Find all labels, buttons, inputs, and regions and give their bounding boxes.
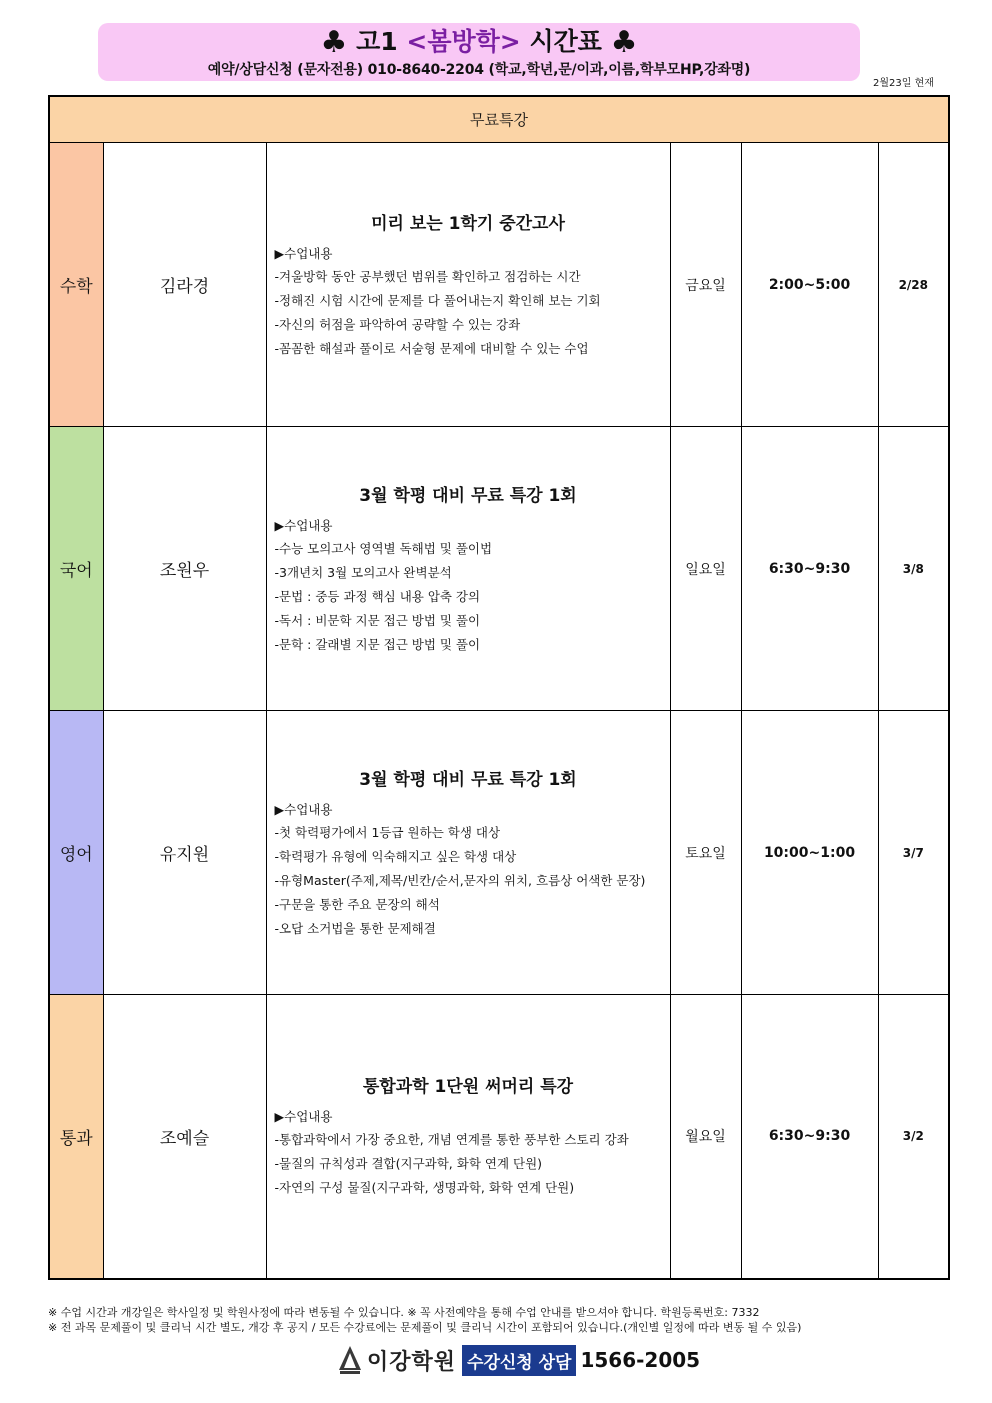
time-cell: 2:00~5:00 bbox=[741, 143, 878, 427]
teacher-cell: 조예슬 bbox=[103, 995, 266, 1279]
course-detail-line: -자연의 구성 물질(지구과학, 생명과학, 화학 연계 단원) bbox=[274, 1180, 575, 1196]
day-cell: 일요일 bbox=[670, 427, 741, 711]
subject-cell: 통과 bbox=[49, 995, 103, 1279]
title-grade: 고1 bbox=[356, 27, 407, 56]
teacher-cell: 조원우 bbox=[103, 427, 266, 711]
course-detail-line: -첫 학력평가에서 1등급 원하는 학생 대상 bbox=[274, 824, 501, 840]
table-heading: 무료특강 bbox=[49, 96, 949, 143]
academy-phone: 1566-2005 bbox=[580, 1348, 701, 1372]
course-title: 통합과학 1단원 써머리 특강 bbox=[362, 1077, 574, 1098]
course-section-label: ▶수업내용 bbox=[274, 245, 333, 261]
course-content-cell bbox=[266, 995, 670, 1279]
time-cell: 6:30~9:30 bbox=[741, 427, 878, 711]
course-detail-line: -유형Master(주제,제목/빈칸/순서,문자의 위치, 흐름상 어색한 문장) bbox=[274, 872, 646, 888]
course-detail-line: -수능 모의고사 영역별 독해법 및 풀이법 bbox=[274, 540, 493, 556]
time-cell: 10:00~1:00 bbox=[741, 711, 878, 995]
course-title: 미리 보는 1학기 중간고사 bbox=[371, 213, 565, 234]
day-cell: 금요일 bbox=[670, 143, 741, 427]
subject-cell: 국어 bbox=[49, 427, 103, 711]
course-detail-line: -오답 소거법을 통한 문제해결 bbox=[274, 920, 436, 936]
course-detail-line: -학력평가 유형에 익숙해지고 싶은 학생 대상 bbox=[274, 848, 517, 864]
start-date-cell: 3/2 bbox=[878, 995, 949, 1279]
as-of-date: 2월23일 현재 bbox=[873, 78, 934, 89]
teacher-cell: 김라경 bbox=[103, 143, 266, 427]
academy-logo bbox=[337, 1342, 700, 1378]
page-title bbox=[98, 27, 860, 58]
club-icon: ♣ bbox=[320, 25, 348, 60]
course-detail-line: -자신의 허점을 파악하여 공략할 수 있는 강좌 bbox=[274, 316, 521, 332]
club-icon: ♣ bbox=[610, 25, 638, 60]
course-detail-line: -구문을 통한 주요 문장의 해석 bbox=[274, 896, 440, 912]
teacher-cell: 유지원 bbox=[103, 711, 266, 995]
start-date-cell: 3/7 bbox=[878, 711, 949, 995]
course-detail-line: -겨울방학 동안 공부했던 범위를 확인하고 점검하는 시간 bbox=[274, 268, 581, 284]
course-section-label: ▶수업내용 bbox=[274, 801, 333, 817]
course-detail-line: -꼼꼼한 해설과 풀이로 서술형 문제에 대비할 수 있는 수업 bbox=[274, 340, 589, 356]
table-row bbox=[49, 995, 949, 1279]
course-content-cell bbox=[266, 711, 670, 995]
course-section-label: ▶수업내용 bbox=[274, 1109, 333, 1125]
contact-subtitle: 예약/상담신청 (문자전용) 010-8640-2204 (학교,학년,문/이과,이름,학부모HP,강좌명) bbox=[207, 62, 751, 78]
day-cell: 월요일 bbox=[670, 995, 741, 1279]
enrollment-badge: 수강신청 상담 bbox=[462, 1345, 576, 1376]
course-detail-line: -물질의 규칙성과 결합(지구과학, 화학 연계 단원) bbox=[274, 1156, 543, 1172]
time-cell: 6:30~9:30 bbox=[741, 995, 878, 1279]
title-suffix: 시간표 bbox=[520, 27, 611, 56]
table-row bbox=[49, 711, 949, 995]
course-section-label: ▶수업내용 bbox=[274, 517, 333, 533]
schedule-table bbox=[48, 95, 950, 1280]
course-title: 3월 학평 대비 무료 특강 1회 bbox=[359, 769, 577, 790]
course-detail-line: -문학 : 갈래별 지문 접근 방법 및 풀이 bbox=[274, 636, 481, 652]
course-detail-line: -문법 : 중등 과정 핵심 내용 압축 강의 bbox=[274, 588, 481, 604]
footnote-line: ※ 전 과목 문제풀이 및 클리닉 시간 별도, 개강 후 공지 / 모든 수강료에는 문제풀이 및 클리닉 시간이 포함되어 있습니다.(개인별 일정에 따라 변동 될 수 있음) bbox=[48, 1321, 802, 1334]
course-title: 3월 학평 대비 무료 특강 1회 bbox=[359, 485, 577, 506]
day-cell: 토요일 bbox=[670, 711, 741, 995]
start-date-cell: 2/28 bbox=[878, 143, 949, 427]
academy-name: 이강학원 bbox=[367, 1349, 457, 1375]
subject-cell: 수학 bbox=[49, 143, 103, 427]
course-detail-line: -독서 : 비문학 지문 접근 방법 및 풀이 bbox=[274, 612, 481, 628]
title-highlight: <봄방학> bbox=[406, 27, 521, 56]
course-detail-line: -3개년치 3월 모의고사 완벽분석 bbox=[274, 564, 452, 580]
course-content-cell bbox=[266, 143, 670, 427]
course-detail-line: -정해진 시험 시간에 문제를 다 풀어내는지 확인해 보는 기회 bbox=[274, 292, 601, 308]
title-banner bbox=[98, 23, 860, 81]
subject-cell: 영어 bbox=[49, 711, 103, 995]
table-row bbox=[49, 427, 949, 711]
footnote-line: ※ 수업 시간과 개강일은 학사일정 및 학원사정에 따라 변동될 수 있습니다. ※ 꼭 사전예약을 통해 수업 안내를 받으셔야 합니다. 학원등록번호: 7332 bbox=[48, 1306, 760, 1319]
table-row bbox=[49, 143, 949, 427]
course-detail-line: -통합과학에서 가장 중요한, 개념 연계를 통한 풍부한 스토리 강좌 bbox=[274, 1132, 629, 1148]
footnotes bbox=[48, 1305, 948, 1335]
start-date-cell: 3/8 bbox=[878, 427, 949, 711]
academy-emblem-icon bbox=[337, 1344, 363, 1376]
course-content-cell bbox=[266, 427, 670, 711]
